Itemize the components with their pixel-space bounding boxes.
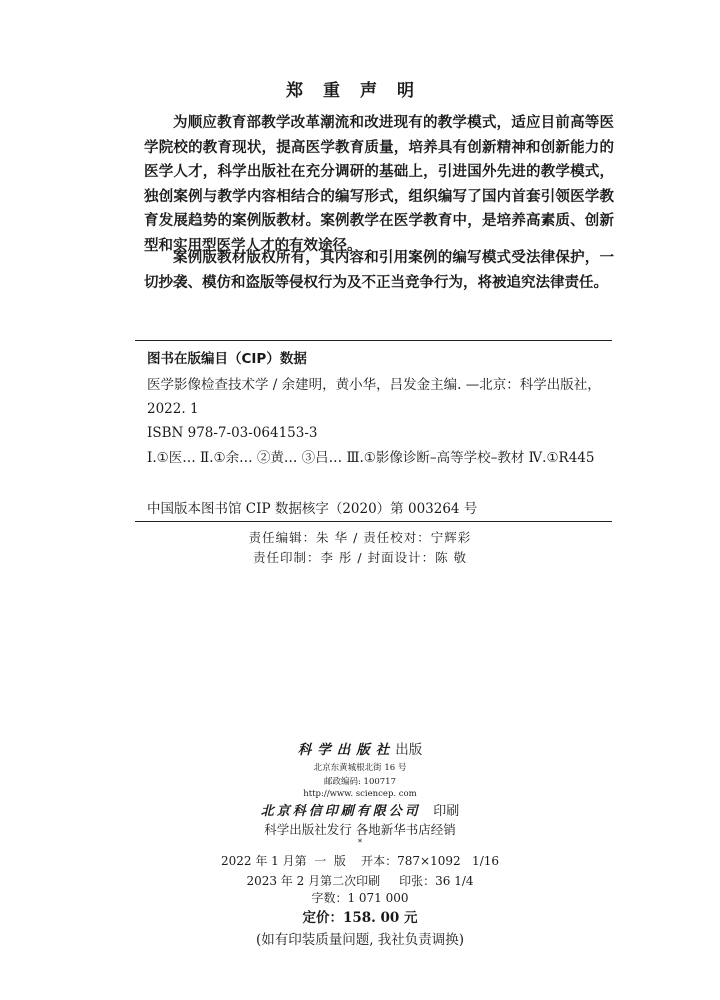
word-count: 字数：1 071 000 [311,891,409,905]
quality-note: (如有印装质量问题, 我社负责调换) [255,932,465,948]
credits-production: 责任印制：李 彤 / 封面设计：陈 敬 [252,550,468,565]
publisher-address: 北京东黄城根北街 16 号 [313,763,407,773]
edition-line-1: 2022 年 1 月第 一 版 开本：787×1092 1/16 [220,854,500,868]
printer-name: 北京科信印刷有限公司 [260,804,421,819]
statement-paragraph-2: 案例版教材版权所有，其内容和引用案例的编写模式受法律保护，一切抄袭、模仿和盗版等侵权行为及不正当竞争行为，将被追究法律责任。 [144,250,614,291]
credits-editors: 责任编辑：朱 华 / 责任校对：宁辉彩 [248,530,472,545]
statement-title: 郑重声明 [286,81,434,101]
publisher-postcode: 邮政编码: 100717 [323,777,396,787]
publisher-line [0,738,720,758]
cip-isbn: ISBN 978-7-03-064153-3 [147,425,318,441]
statement-paragraph-1: 为顺应教育部教学改革潮流和改进现有的教学模式，适应目前高等医学院校的教育现状，提高医学教育质量，培养具有创新精神和创新能力的医学人才，科学出版社在充分调研的基础上，引进国外先进的教学模式，独创案例与教学内容相结合的编写形式，组织编写了国内首套引领医学教育发展趋势的案例版教材。案例教学在医学教育中，是培养高素质、创新型和实用型医学人才的有效途径。 [144,115,614,254]
distribution-line: 科学出版社发行 各地新华书店经销 [264,822,456,837]
printer-line [0,800,720,819]
cip-bibliographic-line: 医学影像检查技术学 / 余建明，黄小华，吕发金主编. —北京：科学出版社，2022. 1 [147,377,601,417]
printer-suffix: 印刷 [433,804,460,819]
cip-bottom-rule [135,521,612,522]
cip-subjects: Ⅰ.①医… Ⅱ.①余… ②黄… ③吕… Ⅲ.①影像诊断–高等学校–教材 Ⅳ.①R445 [147,450,595,466]
price: 定价：158. 00 元 [302,910,418,926]
cip-approval-number: 中国版本图书馆 CIP 数据核字（2020）第 003264 号 [147,501,478,517]
publisher-website: http://www. sciencep. com [303,789,417,799]
publisher-suffix: 出版 [395,742,423,758]
separator-star: * [357,838,363,848]
edition-line-2: 2023 年 2 月第二次印刷 印张：36 1/4 [246,874,474,888]
cip-top-rule [135,340,612,341]
cip-heading: 图书在版编目（CIP）数据 [147,351,307,367]
publisher-name: 科学出版社 [297,742,396,758]
